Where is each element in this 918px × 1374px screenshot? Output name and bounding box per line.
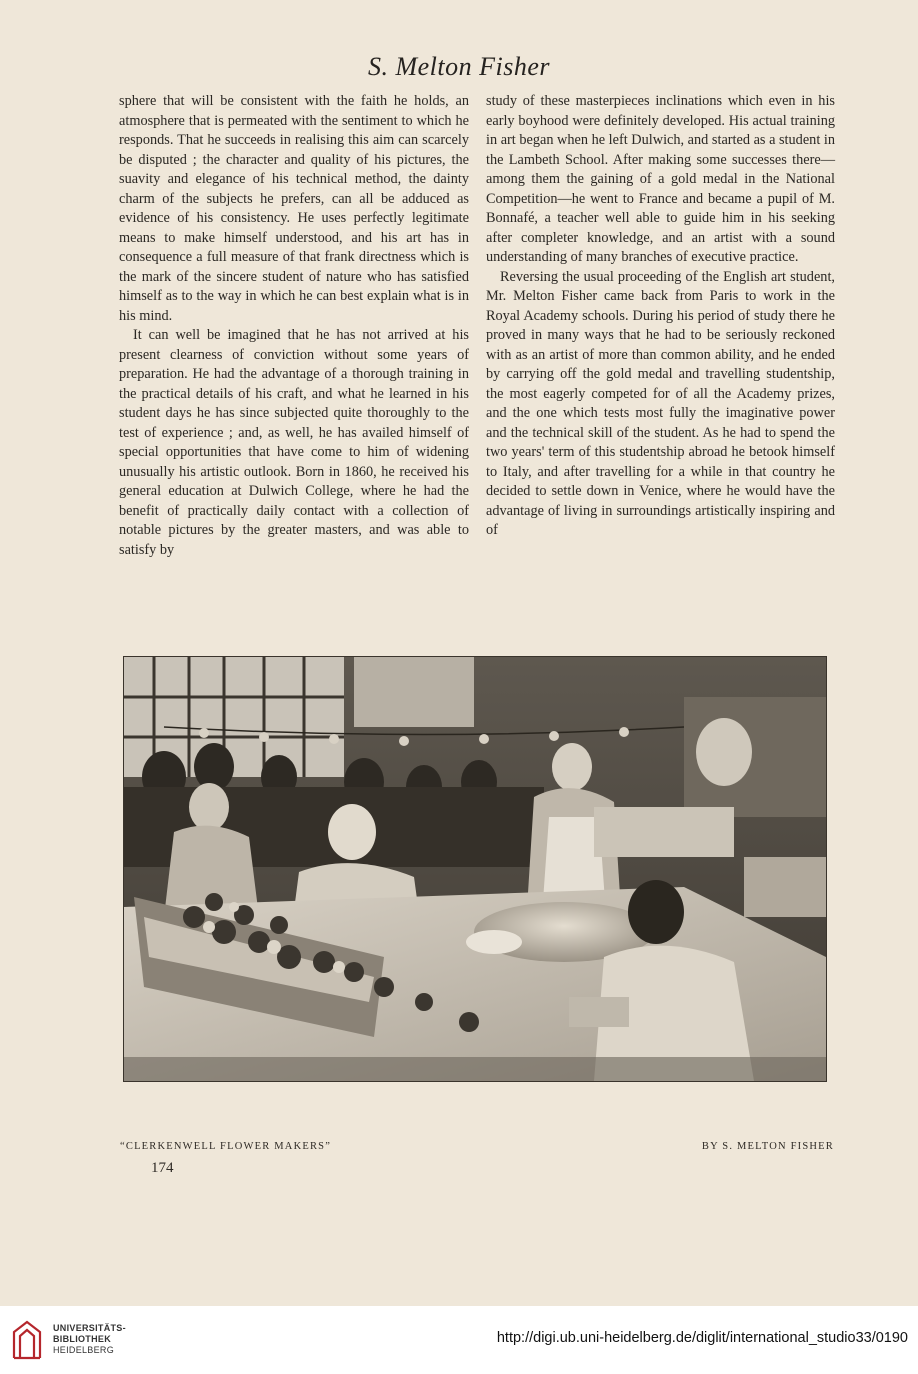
paragraph: It can well be imagined that he has not arrived at his present clearness of conviction without some years of preparation. He had the advantage of a thorough training in the practical details of his craft, and what he learned in his student days he has since subjected quite thoroughly to the test of experience ; and, as well, he has availed himself of special opportunities that have come to him of widening unusually his artistic outlook. Born in 1860, he received his general education at Dulwich College, where he had the benefit of practically daily contact with a collection of notable pictures by the greater masters, and was able to satisfy by (119, 327, 469, 558)
flower-makers-illustration (124, 657, 826, 1081)
paragraph: Reversing the usual proceeding of the English art student, Mr. Melton Fisher came back from Paris to work in the Royal Academy schools. During his period of study there he proved in many ways that he had to be seriously reckoned with as an artist of more than common ability, and he ended by carrying off the gold medal and travelling studentship, the most eagerly competed for of all the Academy prizes, and the one which tests most fully the imaginative power and the technical skill of the student. As he had to spend the two years' term of this studentship abroad he betook himself to Italy, and after travelling for a while in that country he decided to settle down in Venice, where he would have the advantage of living in surroundings artistically inspiring and of (486, 268, 835, 538)
plate-caption-title: “CLERKENWELL FLOWER MAKERS” (120, 1141, 332, 1152)
digitization-footer (0, 1306, 918, 1374)
paragraph: study of these masterpieces inclinations which even in his early boyhood were definitely developed. His actual training in art began when he left Dulwich, and started as a student in the Lambeth School. After making some successes there—among them the gaining of a gold medal in the National Competition—he went to France and became a pupil of M. Bonnafé, a teacher well able to guide him in his seeking after completer knowledge, and an artist with a sound understanding of many branches of executive practice. (486, 93, 835, 265)
library-name-line: UNIVERSITÄTS- (53, 1323, 126, 1333)
library-name-line: BIBLIOTHEK (53, 1334, 111, 1344)
university-library-logo-icon (10, 1318, 44, 1362)
library-name (53, 1323, 126, 1356)
plate-caption-credit: BY S. MELTON FISHER (701, 1141, 834, 1152)
permalink-url[interactable]: http://digi.ub.uni-heidelberg.de/diglit/international_studio33/0190 (496, 1330, 908, 1346)
running-head: S. Melton Fisher (367, 52, 551, 81)
left-text-column (119, 92, 469, 560)
right-text-column (486, 92, 835, 541)
page-number: 174 (151, 1160, 174, 1176)
halftone-plate-illustration (123, 656, 827, 1082)
library-name-line: HEIDELBERG (53, 1345, 115, 1355)
paragraph: sphere that will be consistent with the faith he holds, an atmosphere that is permeated with the sentiment to which he responds. That he succeeds in realising this aim can scarcely be disputed ; the character and quality of his pictures, the suavity and elegance of his technical method, the dainty charm of the subjects he prefers, can all be adduced as evidence of his consistency. He uses perfectly legitimate means to make himself understood, and his art has in consequence a full measure of that frank directness which is the mark of the sincere student of nature who has satisfied himself as to the way in which he can best explain what is in his mind. (119, 93, 469, 324)
